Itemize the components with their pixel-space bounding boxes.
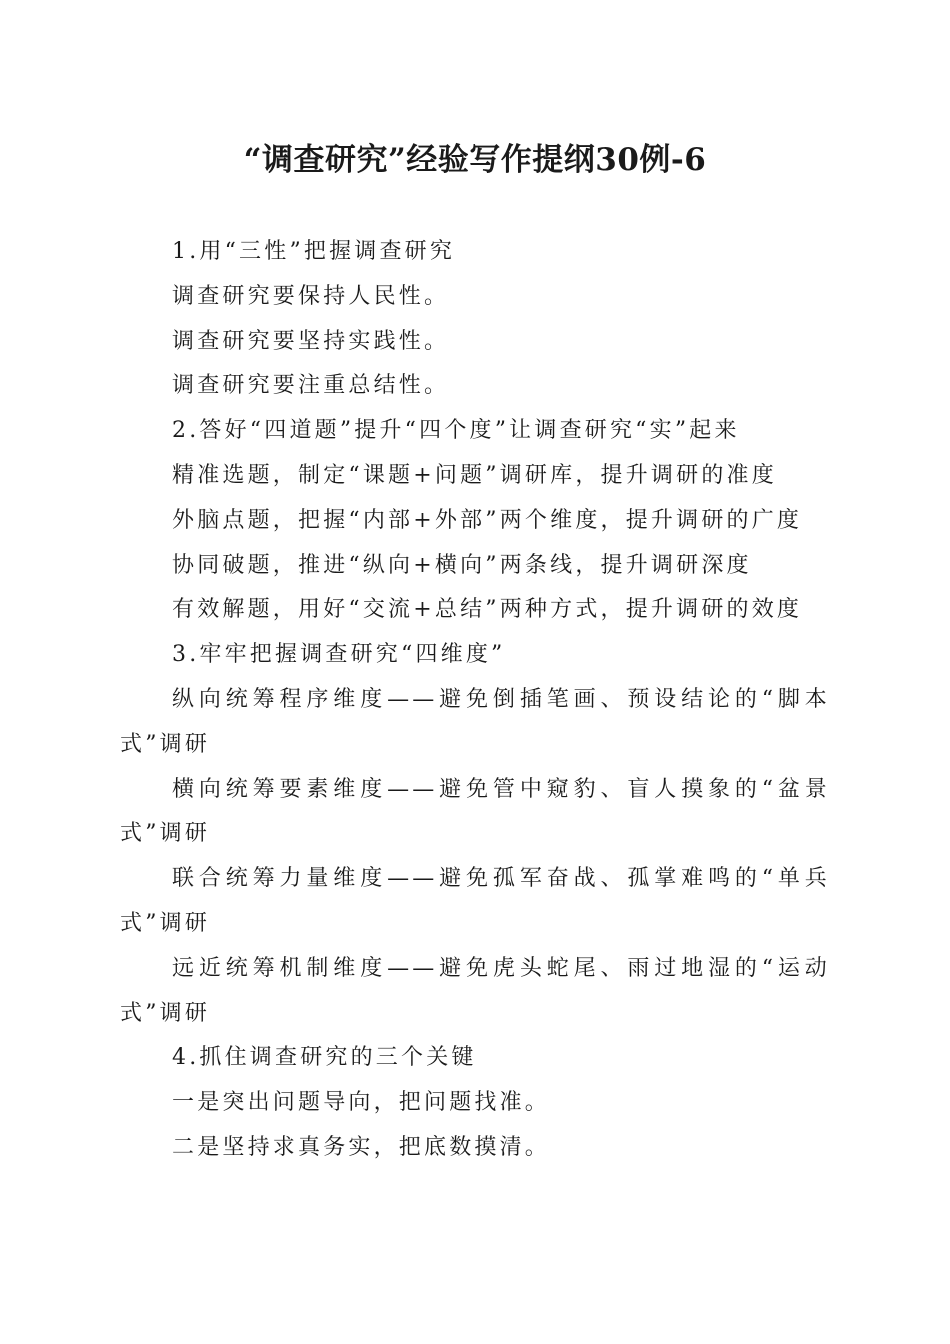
paragraph: 横向统筹要素维度——避免管中窥豹、盲人摸象的“盆景式”调研 — [120, 776, 830, 847]
paragraph: 调查研究要坚持实践性。 — [172, 328, 450, 354]
paragraph: 3.牢牢把握调查研究“四维度” — [172, 642, 506, 668]
document-body — [120, 230, 830, 1171]
paragraph: 二是坚持求真务实，把底数摸清。 — [172, 1134, 551, 1160]
paragraph: 联合统筹力量维度——避免孤军奋战、孤掌难鸣的“单兵式”调研 — [120, 866, 830, 936]
paragraph: 纵向统筹程序维度——避免倒插笔画、预设结论的“脚本式”调研 — [120, 686, 830, 757]
paragraph: 外脑点题，把握“内部+外部”两个维度，提升调研的广度 — [172, 507, 803, 533]
paragraph: 调查研究要保持人民性。 — [172, 283, 450, 309]
paragraph: 一是突出问题导向，把问题找准。 — [172, 1090, 551, 1116]
paragraph: 精准选题，制定“课题+问题”调研库，提升调研的准度 — [172, 462, 777, 488]
paragraph: 4.抓住调查研究的三个关键 — [172, 1045, 477, 1071]
paragraph: 1.用“三性”把握调查研究 — [172, 239, 456, 264]
paragraph: 协同破题，推进“纵向+横向”两条线，提升调研深度 — [172, 552, 752, 578]
paragraph: 调查研究要注重总结性。 — [172, 373, 450, 399]
paragraph: 远近统筹机制维度——避免虎头蛇尾、雨过地湿的“运动式”调研 — [120, 955, 830, 1026]
paragraph: 2.答好“四道题”提升“四个度”让调查研究“实”起来 — [172, 418, 740, 444]
paragraph: 有效解题，用好“交流+总结”两种方式，提升调研的效度 — [172, 597, 803, 623]
document-title: “调查研究”经验写作提纲30例-6 — [243, 142, 707, 178]
